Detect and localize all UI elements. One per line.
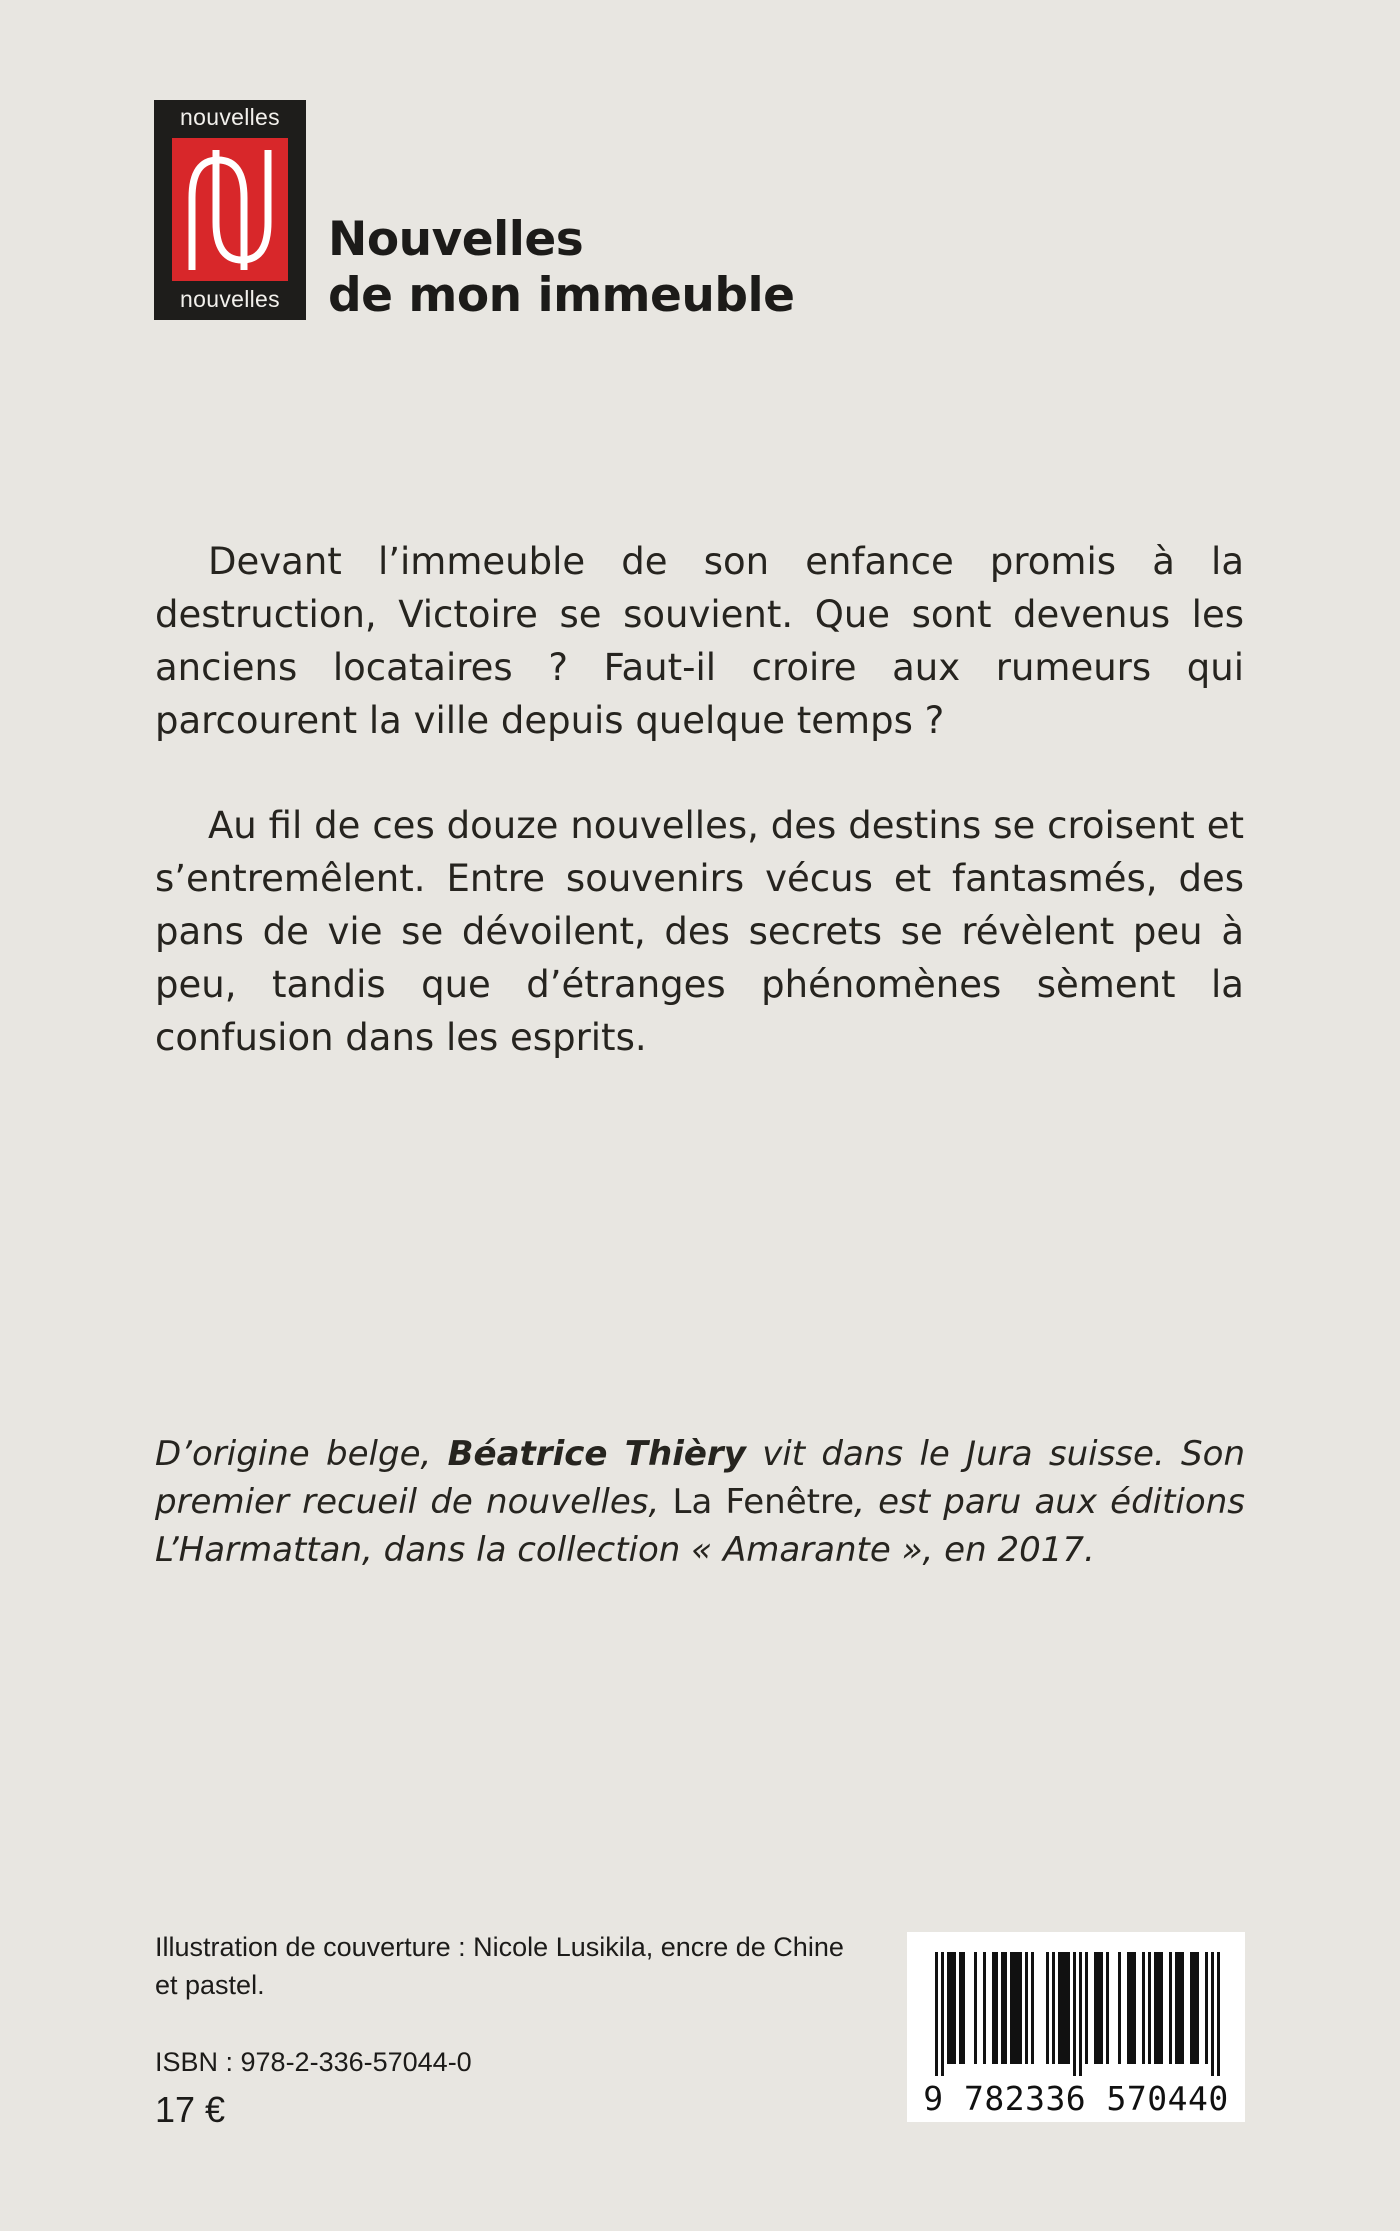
barcode-bar bbox=[1157, 1952, 1160, 2064]
logo-bottom-text: nouvelles bbox=[180, 286, 280, 312]
blurb-paragraph-2 bbox=[155, 799, 1244, 1064]
barcode-bar bbox=[1196, 1952, 1199, 2064]
book-title-line2: de mon immeuble bbox=[328, 268, 795, 323]
barcode-bar bbox=[1127, 1952, 1130, 2064]
barcode-bar bbox=[1058, 1952, 1061, 2064]
barcode-bar bbox=[935, 1952, 938, 2076]
barcode-bar bbox=[1025, 1952, 1028, 2064]
barcode-bar bbox=[1154, 1952, 1157, 2064]
barcode-bar bbox=[1067, 1952, 1070, 2064]
author-bio bbox=[155, 1430, 1245, 1574]
barcode-bar bbox=[941, 1952, 944, 2076]
previous-book-title: La Fenêtre bbox=[672, 1482, 855, 1522]
barcode-bar bbox=[1013, 1952, 1016, 2064]
barcode-bar bbox=[1100, 1952, 1103, 2064]
barcode-bar bbox=[1190, 1952, 1193, 2064]
barcode-bar bbox=[1001, 1952, 1004, 2064]
barcode-bar bbox=[974, 1952, 977, 2064]
barcode-bar bbox=[1010, 1952, 1013, 2064]
barcode-bar bbox=[1205, 1952, 1208, 2064]
barcode-bar bbox=[1046, 1952, 1049, 2064]
logo-top-text: nouvelles bbox=[180, 104, 280, 130]
barcode-digits: 9 782336 570440 bbox=[923, 2079, 1229, 2118]
price: 17 € bbox=[155, 2089, 226, 2130]
illustration-credits: Illustration de couverture : Nicole Lusikila, encre de Chine et pastel. bbox=[155, 1932, 844, 2000]
bio-end: , est paru aux éditions L’Harmattan, dans la collection « Amarante », en 2017. bbox=[155, 1482, 1245, 1570]
barcode-bar bbox=[1181, 1952, 1184, 2064]
book-title bbox=[328, 212, 795, 324]
nu-monogram-icon bbox=[172, 138, 288, 281]
barcode-bar bbox=[995, 1952, 998, 2064]
bio-middle: vit dans le Jura suisse. Son premier recueil de nouvelles, bbox=[155, 1434, 1245, 1522]
barcode-bar bbox=[1064, 1952, 1067, 2064]
barcode-bar bbox=[1178, 1952, 1181, 2064]
barcode-bar bbox=[1085, 1952, 1088, 2064]
barcode-bar bbox=[1052, 1952, 1055, 2064]
book-title-line1: Nouvelles bbox=[328, 212, 584, 267]
blurb-text-1: Devant l’immeuble de son enfance promis à la destruction, Victoire se souvient. Que sont devenus les anciens locataires ? Faut-il croire aux rumeurs qui parcourent la ville depuis quelque temps ? bbox=[155, 540, 1244, 742]
barcode-bar bbox=[1073, 1952, 1076, 2076]
barcode-bar bbox=[950, 1952, 953, 2064]
barcode-bar bbox=[1217, 1952, 1220, 2076]
blurb-text-2: Au fil de ces douze nouvelles, des destins se croisent et s’entremêlent. Entre souvenirs vécus et fantasmés, des pans de vie se dévoilent, des secrets se révèlent peu à peu, tandis que d’étranges phénomènes sèment la confusion dans les esprits. bbox=[155, 804, 1244, 1059]
barcode-bar bbox=[1004, 1952, 1007, 2064]
barcode-bar bbox=[1019, 1952, 1022, 2064]
barcode-bar bbox=[1079, 1952, 1082, 2076]
barcode-icon bbox=[907, 1932, 1245, 2082]
barcode-bar bbox=[1094, 1952, 1097, 2064]
bio-intro: D’origine belge, bbox=[155, 1434, 448, 1474]
barcode-bar bbox=[1160, 1952, 1163, 2064]
barcode-bar bbox=[1142, 1952, 1145, 2064]
publisher-logo bbox=[154, 100, 306, 320]
barcode-bar bbox=[992, 1952, 995, 2064]
barcode-bar bbox=[1148, 1952, 1151, 2064]
barcode-bar bbox=[1193, 1952, 1196, 2064]
barcode-bar bbox=[1031, 1952, 1034, 2064]
barcode-bar bbox=[1118, 1952, 1121, 2064]
barcode-bar bbox=[1169, 1952, 1172, 2064]
barcode-bar bbox=[983, 1952, 986, 2064]
barcode-bar bbox=[953, 1952, 956, 2064]
blurb-paragraph-1 bbox=[155, 535, 1244, 747]
barcode-bar bbox=[1061, 1952, 1064, 2064]
barcode-bar bbox=[1211, 1952, 1214, 2076]
isbn: ISBN : 978-2-336-57044-0 bbox=[155, 2047, 472, 2077]
barcode-bar bbox=[1130, 1952, 1133, 2064]
barcode-bar bbox=[1106, 1952, 1109, 2064]
barcode-bar bbox=[1097, 1952, 1100, 2064]
author-name: Béatrice Thièry bbox=[447, 1434, 746, 1474]
barcode-bar bbox=[1175, 1952, 1178, 2064]
barcode-bar bbox=[959, 1952, 962, 2064]
barcode-bar bbox=[1133, 1952, 1136, 2064]
barcode bbox=[907, 1932, 1245, 2122]
barcode-bar bbox=[947, 1952, 950, 2064]
barcode-bar bbox=[1016, 1952, 1019, 2064]
barcode-bar bbox=[962, 1952, 965, 2064]
